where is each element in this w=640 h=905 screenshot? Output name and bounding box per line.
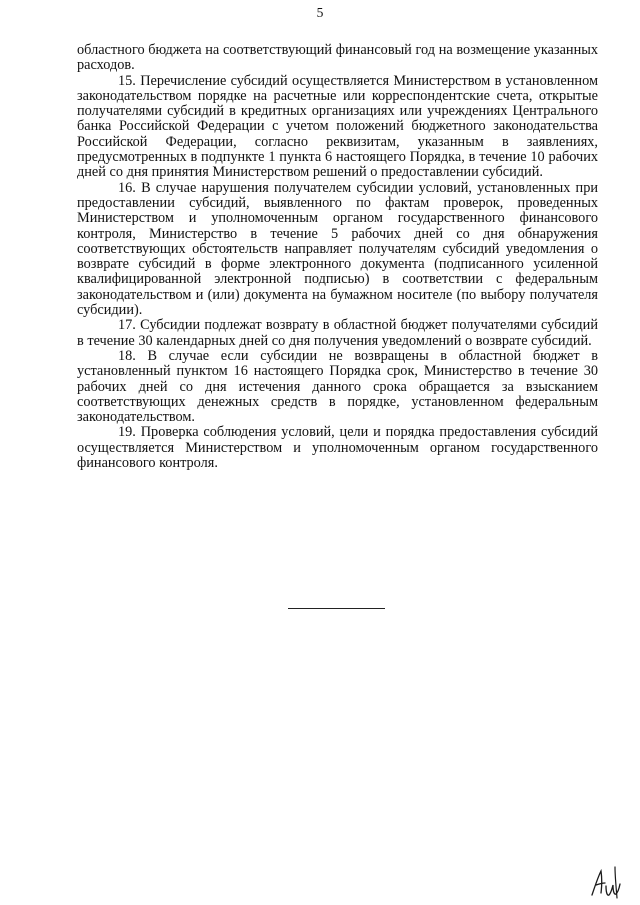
paragraph-14-continuation: областного бюджета на соответствующий финансовый год на возмещение указанных расходов.	[77, 42, 598, 74]
closing-divider	[288, 608, 385, 609]
page-number: 5	[316, 5, 324, 20]
paragraph-17: 17. Субсидии подлежат возврату в областной бюджет получателями субсидий в течение 30 календарных дней со дня получения уведомлений о возврате субсидий.	[77, 317, 598, 349]
paragraph-15: 15. Перечисление субсидий осуществляется Министерством в установленном законодательством порядке на расчетные или корреспондентские счета, открытые получателями субсидий в кредитных организациях или учреждениях Центрального банка Российской Федерации с учетом положений бюджетного законодательства Российской Федерации, согласно реквизитам, указанным в заявлениях, предусмотренных в подпункте 1 пункта 6 настоящего Порядка, в течение 10 рабочих дней со дня принятия Министерством решений о предоставлении субсидий.	[77, 72, 598, 181]
document-body	[77, 43, 598, 471]
paragraph-18: 18. В случае если субсидии не возвращены в областной бюджет в установленный пунктом 16 настоящего Порядка срок, Министерство в течение 30 рабочих дней со дня истечения данного срока обращается за взысканием соответствующих денежных средств в порядке, установленном федеральным законодательством.	[77, 347, 598, 426]
paragraph-19: 19. Проверка соблюдения условий, цели и порядка предоставления субсидий осуществляется Министерством и уполномоченным органом государственного финансового контроля.	[77, 424, 598, 472]
handwritten-initials-icon	[589, 862, 623, 900]
paragraph-16: 16. В случае нарушения получателем субсидии условий, установленных при предоставлении субсидий, выявленного по фактам проверок, проведенных Министерством и уполномоченным органом государственного финансового контроля, Министерство в течение 5 рабочих дней со дня обнаружения соответствующих обстоятельств направляет получателям субсидий уведомления о возврате субсидий в форме электронного документа (подписанного усиленной квалифицированной электронной подписью) в соответствии с федеральным законодательством и (или) документа на бумажном носителе (по выбору получателя субсидии).	[77, 179, 598, 319]
